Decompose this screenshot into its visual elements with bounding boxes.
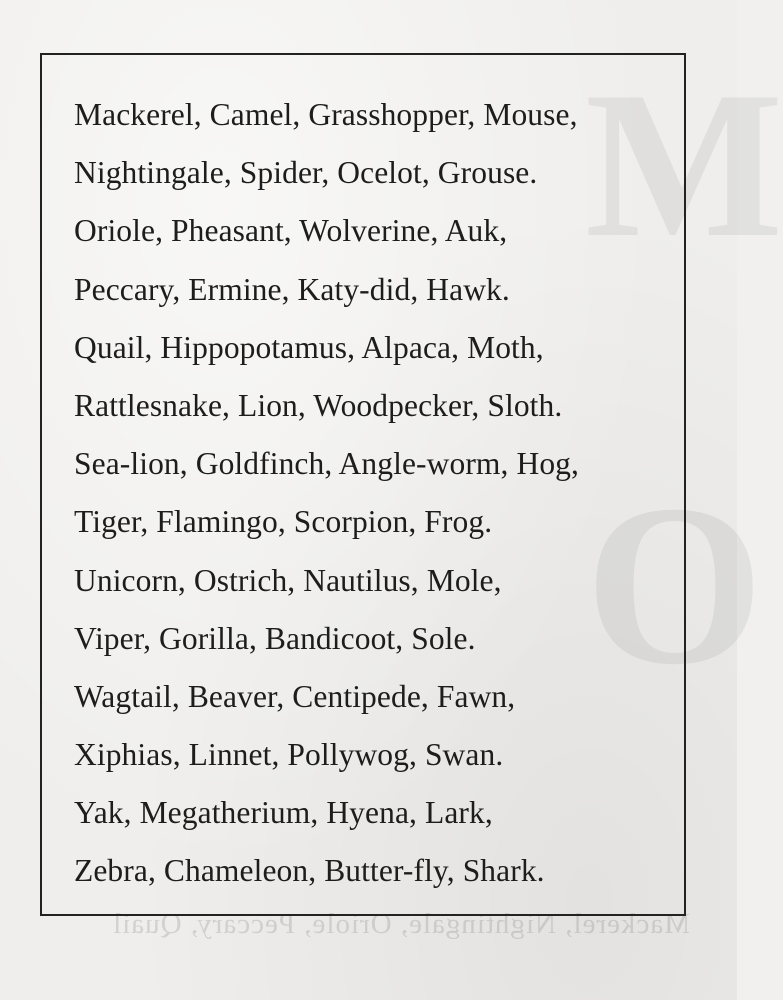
verse-line: Sea-lion, Goldfinch, Angle-worm, Hog, bbox=[74, 446, 579, 482]
verse-line: Quail, Hippopotamus, Alpaca, Moth, bbox=[74, 329, 544, 365]
verse-line: Mackerel, Camel, Grasshopper, Mouse, bbox=[74, 97, 578, 132]
verse-line: Oriole, Pheasant, Wolverine, Auk, bbox=[74, 213, 508, 249]
verse-line: Viper, Gorilla, Bandicoot, Sole. bbox=[74, 620, 476, 656]
verse-line: Zebra, Chameleon, Butter-fly, Shark. bbox=[74, 853, 545, 889]
verse-line: Unicorn, Ostrich, Nautilus, Mole, bbox=[74, 562, 502, 598]
bleed-through-text: Mackerel, Nightingale, Oriole, Peccary, Quail bbox=[112, 908, 690, 940]
verse-line: Wagtail, Beaver, Centipede, Fawn, bbox=[74, 678, 516, 714]
verse-line: Yak, Megatherium, Hyena, Lark, bbox=[74, 795, 493, 831]
verse-line: Xiphias, Linnet, Pollywog, Swan. bbox=[74, 737, 504, 773]
verse-line: Peccary, Ermine, Katy-did, Hawk. bbox=[74, 271, 510, 307]
verse-line: Rattlesnake, Lion, Woodpecker, Sloth. bbox=[74, 387, 563, 423]
verse-lines bbox=[74, 92, 579, 907]
verse-line: Nightingale, Spider, Ocelot, Grouse. bbox=[74, 155, 538, 191]
verse-line: Tiger, Flamingo, Scorpion, Frog. bbox=[74, 504, 493, 540]
